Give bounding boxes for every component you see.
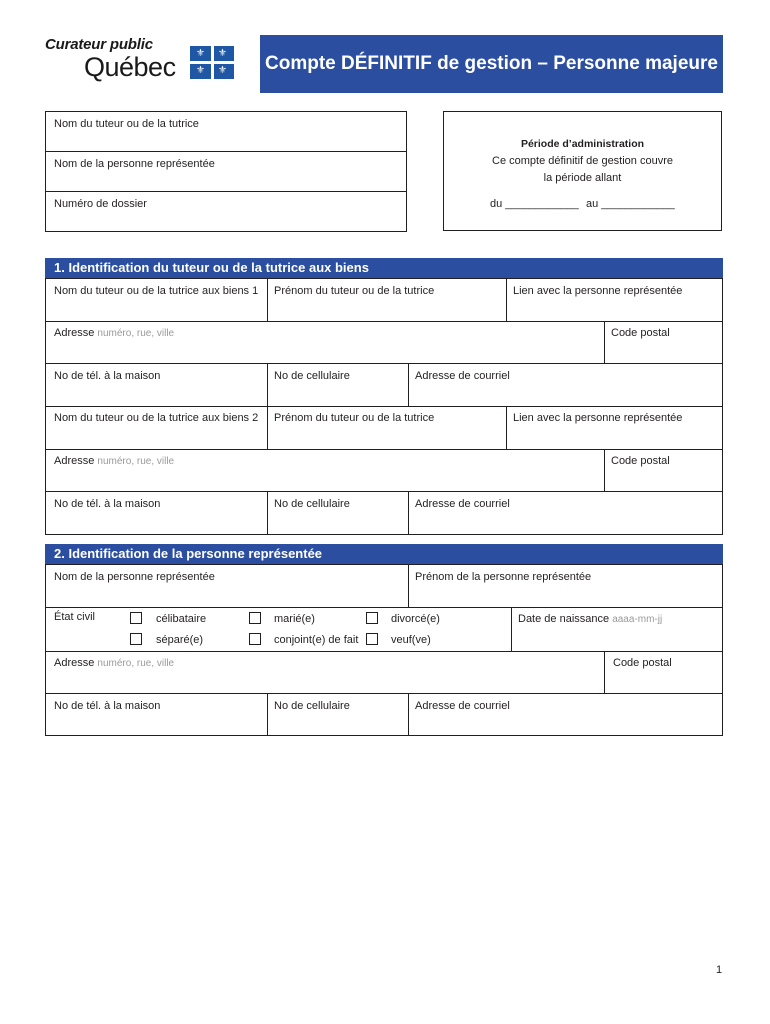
- represented-name-label: Nom de la personne représentée: [54, 158, 215, 170]
- person-home-phone-label: No de tél. à la maison: [54, 700, 161, 712]
- celibataire-checkbox[interactable]: [130, 612, 142, 624]
- tutor2-postal-label: Code postal: [611, 455, 670, 467]
- section2-table: [45, 564, 723, 736]
- tutor2-firstname-label: Prénom du tuteur ou de la tutrice: [274, 412, 435, 424]
- represented-name-field[interactable]: [45, 151, 407, 192]
- tutor2-cell-label: No de cellulaire: [274, 498, 350, 510]
- tutor1-name-label: Nom du tuteur ou de la tutrice aux biens 1: [54, 285, 259, 297]
- separe-label: séparé(e): [156, 634, 204, 646]
- page-title: Compte DÉFINITIF de gestion – Personne majeure: [260, 35, 723, 93]
- tutor2-home-phone-label: No de tél. à la maison: [54, 498, 161, 510]
- file-number-label: Numéro de dossier: [54, 198, 147, 210]
- page-number: 1: [716, 964, 723, 976]
- celibataire-label: célibataire: [156, 613, 207, 625]
- person-name-label: Nom de la personne représentée: [54, 571, 215, 583]
- tutor1-relation-label: Lien avec la personne représentée: [513, 285, 683, 297]
- civil-status-label: État civil: [54, 611, 95, 623]
- veuf-checkbox[interactable]: [366, 633, 378, 645]
- tutor-name-field[interactable]: [45, 111, 407, 152]
- conjoint-checkbox[interactable]: [249, 633, 261, 645]
- section1-title: 1. Identification du tuteur ou de la tutrice aux biens: [45, 258, 723, 278]
- tutor1-email-label: Adresse de courriel: [415, 370, 510, 382]
- tutor2-address-label: Adresse numéro, rue, ville: [54, 455, 175, 467]
- tutor-name-label: Nom du tuteur ou de la tutrice: [54, 118, 199, 130]
- person-postal-label: Code postal: [613, 657, 672, 669]
- separe-checkbox[interactable]: [130, 633, 142, 645]
- person-firstname-label: Prénom de la personne représentée: [415, 571, 592, 583]
- marie-checkbox[interactable]: [249, 612, 261, 624]
- period-line1: Ce compte définitif de gestion couvre: [492, 155, 673, 167]
- tutor1-home-phone-label: No de tél. à la maison: [54, 370, 161, 382]
- period-from-field[interactable]: du ____________: [490, 198, 579, 210]
- person-address-label: Adresse numéro, rue, ville: [54, 657, 175, 669]
- tutor2-relation-label: Lien avec la personne représentée: [513, 412, 683, 424]
- tutor1-address-label: Adresse numéro, rue, ville: [54, 327, 175, 339]
- divorce-checkbox[interactable]: [366, 612, 378, 624]
- marie-label: marié(e): [274, 613, 315, 625]
- fleurdelise-flag-icon: ⚜ ⚜ ⚜ ⚜: [190, 46, 234, 79]
- tutor2-name-label: Nom du tuteur ou de la tutrice aux biens 2: [54, 412, 259, 424]
- file-number-field[interactable]: [45, 191, 407, 232]
- person-email-label: Adresse de courriel: [415, 700, 510, 712]
- period-box: [443, 111, 722, 231]
- person-cell-label: No de cellulaire: [274, 700, 350, 712]
- section1-table: [45, 278, 723, 535]
- section2-title: 2. Identification de la personne représentée: [45, 544, 723, 564]
- period-to-field[interactable]: au ____________: [586, 198, 675, 210]
- tutor1-postal-label: Code postal: [611, 327, 670, 339]
- period-line2: la période allant: [543, 172, 622, 184]
- veuf-label: veuf(ve): [391, 634, 431, 646]
- period-title: Période d’administration: [520, 138, 645, 150]
- tutor1-firstname-label: Prénom du tuteur ou de la tutrice: [274, 285, 435, 297]
- logo-curateur-public: Curateur public: [45, 36, 153, 53]
- conjoint-label: conjoint(e) de fait: [274, 634, 359, 646]
- tutor2-email-label: Adresse de courriel: [415, 498, 510, 510]
- tutor1-cell-label: No de cellulaire: [274, 370, 350, 382]
- birth-date-label: Date de naissance aaaa-mm-jj: [518, 613, 663, 625]
- logo-quebec: Québec: [84, 52, 176, 82]
- divorce-label: divorcé(e): [391, 613, 440, 625]
